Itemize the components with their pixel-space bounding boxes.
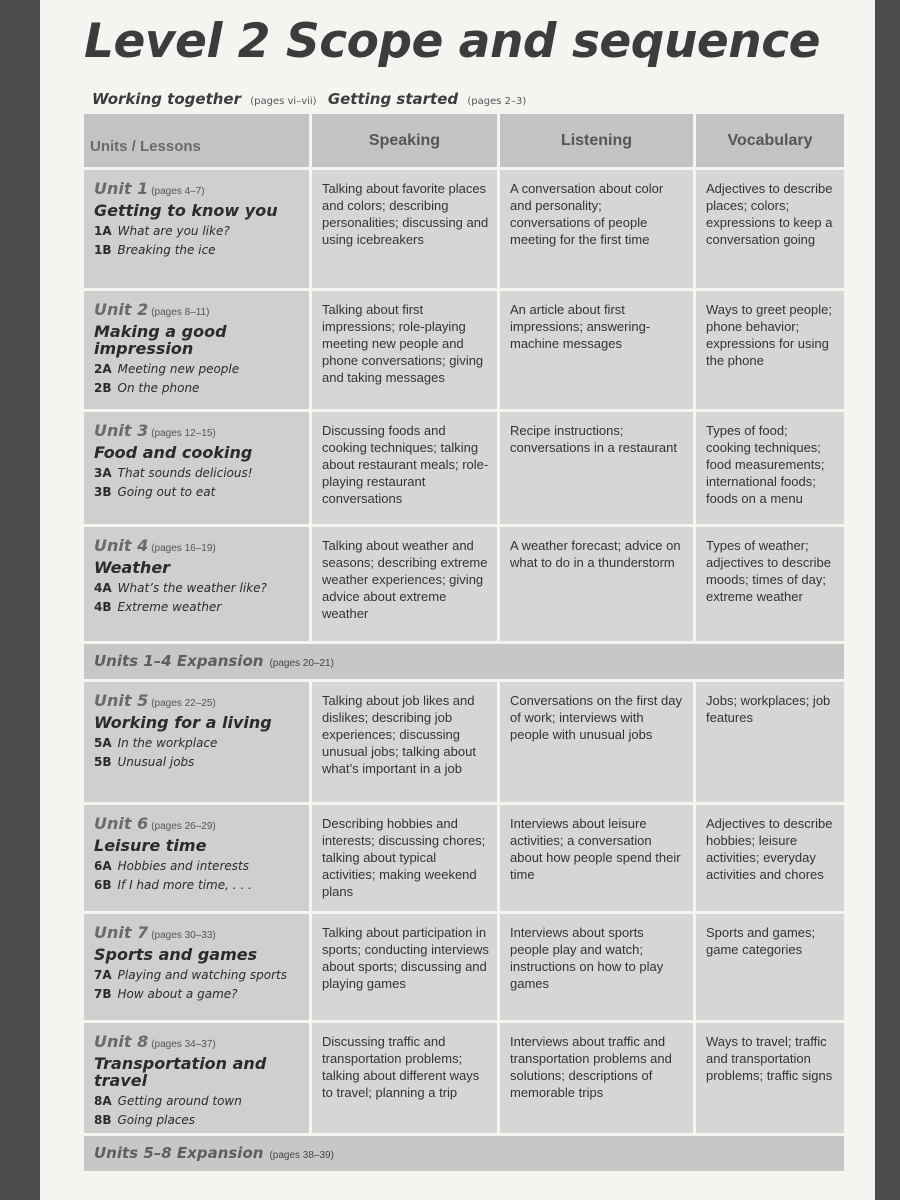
lesson-code: 2B — [94, 381, 112, 395]
unit-pages: (pages 4–7) — [151, 186, 205, 197]
unit-name: Working for a living — [94, 713, 272, 732]
page — [40, 0, 875, 1200]
lesson — [94, 241, 301, 260]
unit-cell — [84, 682, 312, 802]
unit-name: Making a good impression — [94, 322, 227, 358]
unit-pages: (pages 26–29) — [151, 821, 216, 832]
unit-cell — [84, 170, 312, 288]
lesson-title: Going places — [117, 1113, 196, 1127]
lesson — [94, 360, 301, 379]
unit-number: Unit 3 — [94, 421, 149, 440]
listening-cell: Recipe instructions; conversations in a restaurant — [500, 412, 696, 524]
unit-pages: (pages 34–37) — [151, 1039, 216, 1050]
unit-cell — [84, 527, 312, 641]
expansion-row — [84, 644, 844, 682]
unit-pages: (pages 16–19) — [151, 543, 216, 554]
header-listening: Listening — [500, 114, 696, 167]
page-title: Level 2 Scope and sequence — [84, 14, 820, 69]
lesson — [94, 753, 301, 772]
expansion-title: Units 5–8 Expansion — [94, 1144, 264, 1162]
lesson-code: 1A — [94, 224, 112, 238]
lesson-code: 4B — [94, 600, 112, 614]
lesson-code: 1B — [94, 243, 112, 257]
lesson — [94, 857, 301, 876]
unit-number: Unit 7 — [94, 923, 149, 942]
vocabulary-cell: Adjectives to describe hobbies; leisure activities; everyday activities and chores — [706, 816, 833, 882]
listening-cell: Interviews about traffic and transportation problems and solutions; descriptions of memorable trips — [500, 1023, 696, 1133]
lesson-title: How about a game? — [117, 987, 238, 1001]
listening-cell: Conversations on the first day of work; interviews with people with unusual jobs — [500, 682, 696, 802]
lesson — [94, 222, 301, 241]
unit-cell — [84, 291, 312, 409]
unit-number: Unit 2 — [94, 300, 149, 319]
speaking-cell: Discussing traffic and transportation problems; talking about different ways to travel; planning a trip — [312, 1023, 500, 1133]
speaking-cell: Talking about weather and seasons; describing extreme weather experiences; giving advice about extreme weather — [312, 527, 500, 641]
lesson-code: 2A — [94, 362, 112, 376]
listening-cell: A weather forecast; advice on what to do in a thunderstorm — [500, 527, 696, 641]
lesson-code: 7A — [94, 968, 112, 982]
lesson-code: 3B — [94, 485, 112, 499]
speaking-cell: Talking about favorite places and colors; describing personalities; discussing and using icebreakers — [312, 170, 500, 288]
lesson-code: 7B — [94, 987, 112, 1001]
lesson — [94, 734, 301, 753]
vocabulary-cell: Adjectives to describe places; colors; expressions to keep a conversation going — [706, 181, 833, 247]
lesson-title: In the workplace — [117, 736, 218, 750]
expansion-row — [84, 1136, 844, 1174]
table-row — [84, 170, 844, 291]
unit-pages: (pages 8–11) — [151, 307, 210, 318]
unit-name: Transportation and travel — [94, 1054, 267, 1090]
header-units-lessons: Units / Lessons — [84, 114, 312, 167]
speaking-cell: Discussing foods and cooking techniques; talking about restaurant meals; role-playing restaurant conversations — [312, 412, 500, 524]
lesson — [94, 985, 301, 1004]
lesson — [94, 1092, 301, 1111]
table-row — [84, 805, 844, 914]
scope-table — [84, 114, 844, 1174]
vocabulary-cell: Ways to travel; traffic and transportation problems; traffic signs — [706, 1034, 833, 1083]
table-row — [84, 291, 844, 412]
unit-name: Weather — [94, 558, 171, 577]
listening-cell: A conversation about color and personality; conversations of people meeting for the first time — [500, 170, 696, 288]
expansion-pages: (pages 38–39) — [269, 1150, 334, 1161]
lesson-title: On the phone — [117, 381, 200, 395]
table-row — [84, 527, 844, 644]
listening-cell: Interviews about leisure activities; a conversation about how people spend their time — [500, 805, 696, 911]
subtitle-working-together: Working together — [92, 90, 241, 108]
speaking-cell: Talking about job likes and dislikes; describing job experiences; discussing unusual jobs; talking about what’s important in a job — [312, 682, 500, 802]
lesson — [94, 483, 301, 502]
lesson-title: Going out to eat — [117, 485, 216, 499]
unit-pages: (pages 30–33) — [151, 930, 216, 941]
lesson-title: What’s the weather like? — [117, 581, 267, 595]
speaking-cell: Talking about participation in sports; conducting interviews about sports; discussing and playing games — [312, 914, 500, 1020]
unit-name: Getting to know you — [94, 201, 278, 220]
lesson-title: What are you like? — [117, 224, 230, 238]
unit-number: Unit 8 — [94, 1032, 149, 1051]
header-speaking: Speaking — [312, 114, 500, 167]
lesson — [94, 966, 301, 985]
lesson — [94, 579, 301, 598]
table-row — [84, 1023, 844, 1136]
unit-name: Leisure time — [94, 836, 207, 855]
unit-cell — [84, 914, 312, 1020]
vocabulary-cell: Ways to greet people; phone behavior; expressions for using the phone — [706, 302, 832, 368]
lesson-code: 5B — [94, 755, 112, 769]
subtitle-working-together-pages: (pages vi–vii) — [250, 96, 317, 107]
unit-pages: (pages 22–25) — [151, 698, 216, 709]
lesson — [94, 598, 301, 617]
listening-cell: An article about first impressions; answering-machine messages — [500, 291, 696, 409]
unit-number: Unit 1 — [94, 179, 149, 198]
lesson-code: 8B — [94, 1113, 112, 1127]
unit-cell — [84, 412, 312, 524]
vocabulary-cell: Jobs; workplaces; job features — [706, 693, 831, 725]
lesson-code: 4A — [94, 581, 112, 595]
unit-number: Unit 6 — [94, 814, 149, 833]
lesson-title: That sounds delicious! — [117, 466, 253, 480]
lesson-title: Unusual jobs — [117, 755, 195, 769]
lesson-title: If I had more time, . . . — [117, 878, 252, 892]
unit-cell — [84, 1023, 312, 1133]
lesson-title: Playing and watching sports — [117, 968, 287, 982]
lesson-code: 8A — [94, 1094, 112, 1108]
unit-pages: (pages 12–15) — [151, 428, 216, 439]
table-row — [84, 682, 844, 805]
speaking-cell: Describing hobbies and interests; discussing chores; talking about typical activities; making weekend plans — [312, 805, 500, 911]
lesson-code: 6B — [94, 878, 112, 892]
expansion-title: Units 1–4 Expansion — [94, 652, 264, 670]
expansion-pages: (pages 20–21) — [269, 658, 334, 669]
subtitle-getting-started: Getting started — [327, 90, 459, 108]
table-header-row — [84, 114, 844, 170]
lesson-title: Extreme weather — [117, 600, 222, 614]
speaking-cell: Talking about first impressions; role-playing meeting new people and phone conversations; giving and taking messages — [312, 291, 500, 409]
unit-cell — [84, 805, 312, 911]
subtitle-getting-started-pages: (pages 2–3) — [467, 96, 527, 107]
lesson — [94, 876, 301, 895]
lesson-code: 5A — [94, 736, 112, 750]
subtitle — [92, 90, 532, 108]
lesson — [94, 1111, 301, 1130]
header-vocabulary: Vocabulary — [696, 114, 844, 167]
lesson-title: Hobbies and interests — [117, 859, 249, 873]
unit-name: Food and cooking — [94, 443, 253, 462]
lesson-code: 6A — [94, 859, 112, 873]
table-row — [84, 914, 844, 1023]
unit-name: Sports and games — [94, 945, 258, 964]
vocabulary-cell: Sports and games; game categories — [706, 925, 816, 957]
unit-number: Unit 5 — [94, 691, 149, 710]
vocabulary-cell: Types of food; cooking techniques; food measurements; international foods; foods on a menu — [706, 423, 825, 506]
lesson-title: Breaking the ice — [117, 243, 216, 257]
table-row — [84, 412, 844, 527]
lesson — [94, 464, 301, 483]
vocabulary-cell: Types of weather; adjectives to describe moods; times of day; extreme weather — [706, 538, 832, 604]
listening-cell: Interviews about sports people play and watch; instructions on how to play games — [500, 914, 696, 1020]
lesson — [94, 379, 301, 398]
lesson-code: 3A — [94, 466, 112, 480]
lesson-title: Meeting new people — [117, 362, 240, 376]
unit-number: Unit 4 — [94, 536, 149, 555]
lesson-title: Getting around town — [117, 1094, 242, 1108]
